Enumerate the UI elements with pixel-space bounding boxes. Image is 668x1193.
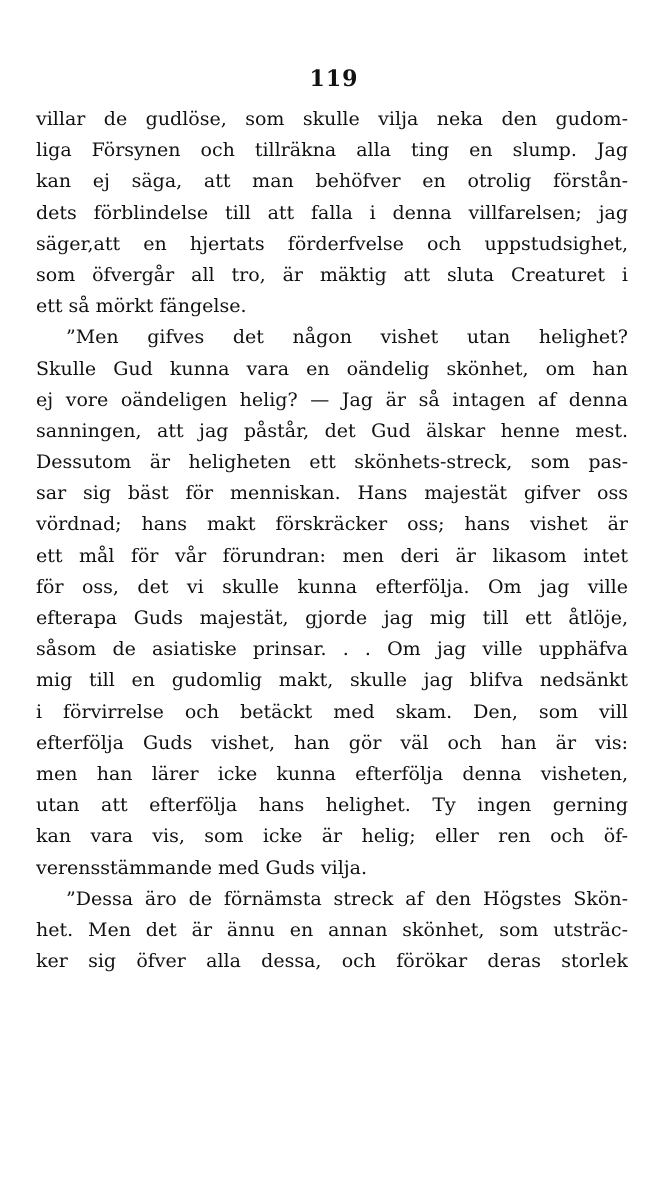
page-number: 119: [309, 66, 359, 92]
text-line: Skulle Gud kunna vara en oändelig skönhet, om han: [36, 357, 628, 380]
body-text: [36, 104, 628, 977]
text-line: ett mål för vår förundran: men deri är likasom intet: [36, 544, 628, 567]
text-line: vördnad; hans makt förskräcker oss; hans vishet är: [36, 513, 628, 536]
text-line: Dessutom är heligheten ett skönhets-streck, som pas-: [36, 451, 628, 474]
text-line: utan att efterfölja hans helighet. Ty ingen gerning: [36, 794, 628, 817]
text-line: liga Försynen och tillräkna alla ting en slump. Jag: [36, 139, 628, 162]
text-line: efterapa Guds majestät, gjorde jag mig till ett åtlöje,: [36, 607, 628, 629]
text-line: dets förblindelse till att falla i denna villfarelsen; jag: [36, 201, 628, 224]
text-line: säger,att en hjertats förderfvelse och uppstudsighet,: [36, 232, 628, 255]
text-line: mig till en gudomlig makt, skulle jag blifva nedsänkt: [36, 669, 628, 692]
text-line: sanningen, att jag påstår, det Gud älskar henne mest.: [36, 419, 628, 442]
text-line: ett så mörkt fängelse.: [36, 295, 247, 318]
text-line: men han lärer icke kunna efterfölja denna visheten,: [36, 762, 628, 785]
text-line: villar de gudlöse, som skulle vilja neka den gudom-: [36, 108, 628, 130]
text-line: het. Men det är ännu en annan skönhet, som utsträc-: [36, 918, 628, 941]
text-line: i förvirrelse och betäckt med skam. Den, som vill: [36, 700, 628, 723]
text-line: efterfölja Guds vishet, han gör väl och han är vis:: [36, 731, 628, 754]
text-line: ”Dessa äro de förnämsta streck af den Högstes Skön-: [66, 887, 628, 910]
text-line: kan ej säga, att man behöfver en otrolig förstån-: [36, 170, 628, 193]
text-line: verensstämmande med Guds vilja.: [36, 856, 368, 879]
text-line: för oss, det vi skulle kunna efterfölja. Om jag ville: [36, 575, 628, 598]
text-line: ker sig öfver alla dessa, och förökar deras storlek: [36, 950, 628, 973]
text-line: sar sig bäst för menniskan. Hans majestät gifver oss: [36, 482, 628, 505]
text-line: ej vore oändeligen helig? — Jag är så intagen af denna: [36, 388, 628, 411]
text-line: kan vara vis, som icke är helig; eller ren och öf-: [36, 825, 628, 848]
text-line: såsom de asiatiske prinsar. . . Om jag ville upphäfva: [36, 638, 628, 661]
text-line: ”Men gifves det någon vishet utan helighet?: [66, 326, 628, 349]
text-line: som öfvergår all tro, är mäktig att sluta Creaturet i: [36, 263, 628, 286]
